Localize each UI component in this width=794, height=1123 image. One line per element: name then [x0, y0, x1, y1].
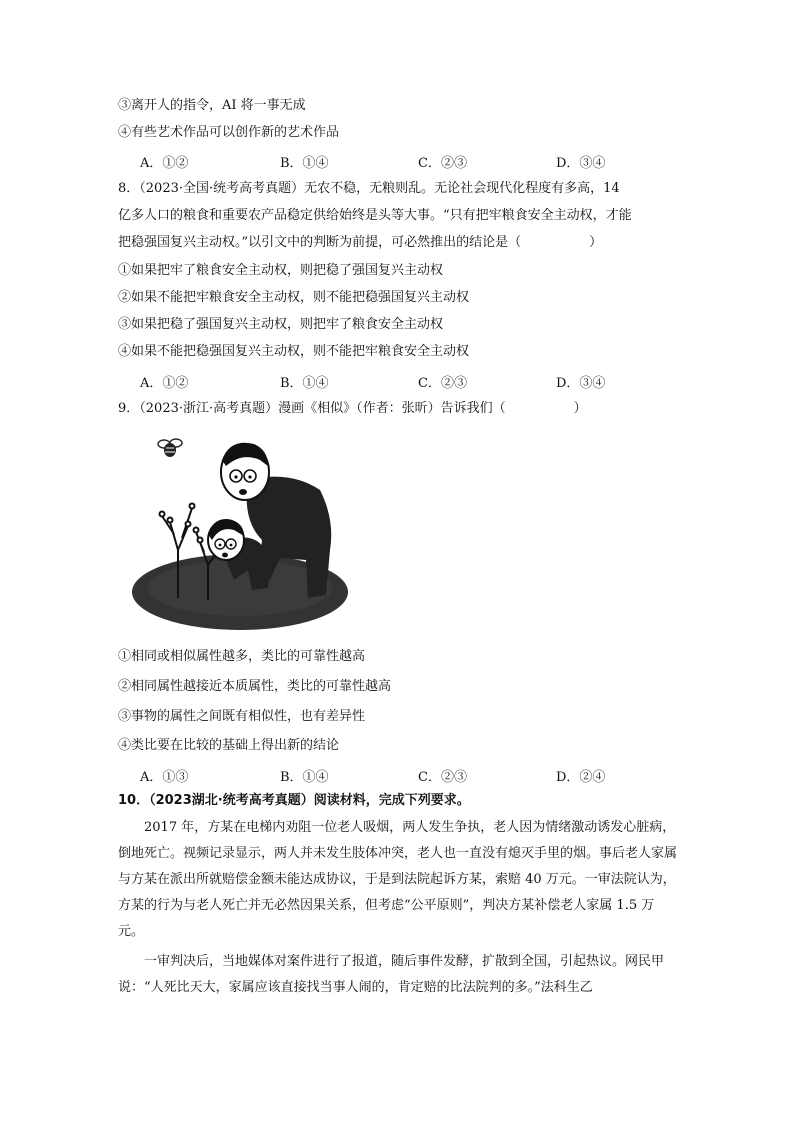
q9-stem [118, 400, 587, 418]
q8-paren-close: ） [589, 235, 603, 250]
q8-option-a[interactable]: A．①② [140, 376, 189, 391]
q8-options [140, 372, 680, 390]
q10-material-paragraph-2: 一审判决后，当地媒体对案件进行了报道，随后事件发酵，扩散到全国，引起热议。网民甲说：“人死比天大，家属应该直接找当事人闹的，肯定赔的比法院判的多。”法科生乙 [118, 954, 665, 995]
cartoon-illustration [130, 430, 360, 635]
q8-item-2: ②如果不能把牢粮食安全主动权，则不能把稳强国复兴主动权 [118, 290, 470, 305]
q8-option-d[interactable]: D．③④ [556, 376, 606, 391]
q10-stem: 10．（2023湖北·统考高考真题）阅读材料，完成下列要求。 [118, 793, 470, 808]
q9-stem-text: 9．（2023·浙江·高考真题）漫画《相似》（作者：张昕）告诉我们（ [118, 401, 506, 416]
q8-item-1: ①如果把牢了粮食安全主动权，则把稳了强国复兴主动权 [118, 263, 444, 278]
q8-item-3: ③如果把稳了强国复兴主动权，则把牢了粮食安全主动权 [118, 317, 444, 332]
q10-material-paragraph-1: 2017 年，方某在电梯内劝阻一位老人吸烟，两人发生争执，老人因为情绪激动诱发心脏病，倒地死亡。视频记录显示，两人并未发生肢体冲突，老人也一直没有熄灭手里的烟。事后老人家属与方某在派出所就赔偿金额未能达成协议，于是到法院起诉方某，索赔 40 万元。一审法院认为，方某的行为与老人死亡并无必然因果关系，但考虑“公平原则”，判决方某补偿老人家属 1.5 万元。 [118, 820, 678, 939]
q9-item-2: ②相同属性越接近本质属性，类比的可靠性越高 [118, 679, 392, 694]
q8-option-c[interactable]: C．②③ [418, 376, 467, 391]
q8-item-4: ④如果不能把稳强国复兴主动权，则不能把牢粮食安全主动权 [118, 344, 470, 359]
q8-option-b[interactable]: B．①④ [280, 376, 329, 391]
q9-item-3: ③事物的属性之间既有相似性，也有差异性 [118, 709, 366, 724]
q9-item-4: ④类比要在比较的基础上得出新的结论 [118, 738, 340, 753]
q9-option-a[interactable]: A．①③ [140, 770, 189, 785]
q7-option-c[interactable]: C．②③ [418, 156, 467, 171]
q7-option-b[interactable]: B．①④ [280, 156, 329, 171]
q8-stem-line-1: 8．（2023·全国·统考高考真题）无农不稳，无粮则乱。无论社会现代化程度有多高，14 [118, 181, 620, 196]
bee-icon [158, 439, 182, 457]
q7-options [140, 152, 680, 170]
q8-stem-line-2: 亿多人口的粮食和重要农产品稳定供给始终是头等大事。“只有把牢粮食安全主动权，才能 [118, 208, 632, 223]
q7-item-3: ③离开人的指令，AI 将一事无成 [118, 98, 306, 113]
q9-paren-close: ） [573, 401, 587, 416]
q7-option-d[interactable]: D．③④ [556, 156, 606, 171]
q9-option-d[interactable]: D．②④ [556, 770, 606, 785]
q9-options [140, 766, 680, 784]
q7-item-4: ④有些艺术作品可以创作新的艺术作品 [118, 125, 340, 140]
q9-option-b[interactable]: B．①④ [280, 770, 329, 785]
q9-item-1: ①相同或相似属性越多，类比的可靠性越高 [118, 649, 366, 664]
q9-option-c[interactable]: C．②③ [418, 770, 467, 785]
q7-option-a[interactable]: A．①② [140, 156, 189, 171]
q8-stem-line-3-text: 把稳强国复兴主动权。”以引文中的判断为前提，可必然推出的结论是（ [118, 235, 522, 250]
q8-stem-line-3 [118, 234, 602, 252]
